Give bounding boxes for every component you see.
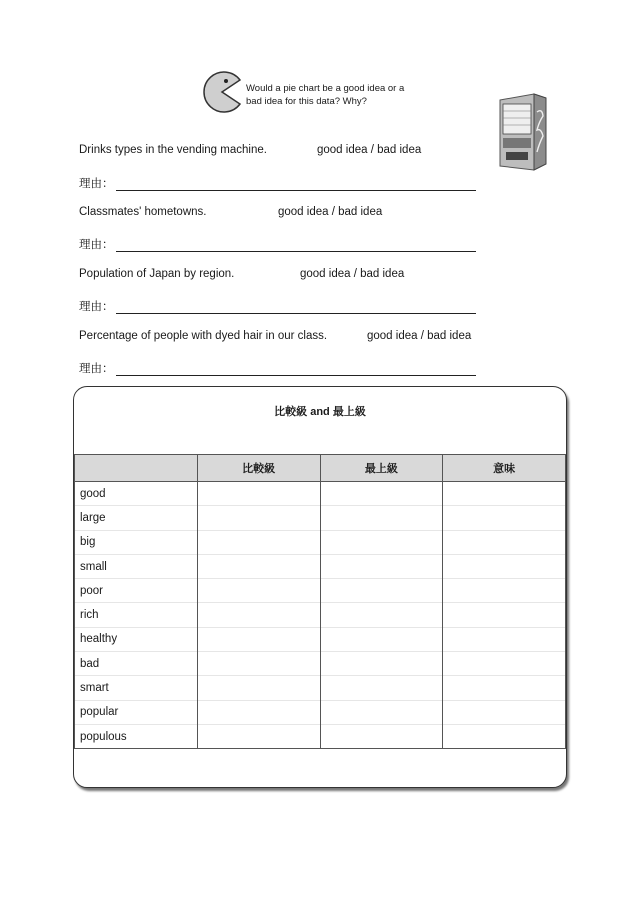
meaning-cell[interactable]: [443, 530, 566, 554]
superlative-cell[interactable]: [320, 603, 443, 627]
comparative-cell[interactable]: [197, 700, 320, 724]
question-4-options[interactable]: good idea / bad idea: [367, 330, 472, 342]
table-row: [75, 652, 566, 676]
question-1-text: Drinks types in the vending machine.: [79, 144, 267, 156]
superlative-cell[interactable]: [320, 724, 443, 748]
header-meaning: 意味: [443, 455, 566, 482]
table-row: [75, 676, 566, 700]
superlative-cell[interactable]: [320, 482, 443, 506]
reason-label: 理由：: [79, 301, 114, 313]
superlative-cell[interactable]: [320, 676, 443, 700]
comparative-cell[interactable]: [197, 506, 320, 530]
table-row: [75, 506, 566, 530]
reason-answer-line[interactable]: [116, 364, 476, 376]
question-1-reason: [79, 175, 476, 191]
superlative-cell[interactable]: [320, 554, 443, 578]
table-row: [75, 530, 566, 554]
word-cell: big: [75, 530, 198, 554]
pie-chart-prompt: [246, 82, 436, 108]
word-cell: small: [75, 554, 198, 578]
comparative-cell[interactable]: [197, 530, 320, 554]
superlative-cell[interactable]: [320, 506, 443, 530]
comparative-cell[interactable]: [197, 579, 320, 603]
pacman-icon: [200, 70, 244, 114]
comparative-cell[interactable]: [197, 603, 320, 627]
reason-label: 理由：: [79, 363, 114, 375]
meaning-cell[interactable]: [443, 506, 566, 530]
superlative-cell[interactable]: [320, 652, 443, 676]
question-4-reason: [79, 360, 476, 376]
meaning-cell[interactable]: [443, 603, 566, 627]
question-4-text: Percentage of people with dyed hair in our class.: [79, 330, 328, 342]
question-2-reason: [79, 236, 476, 252]
table-row: [75, 603, 566, 627]
question-2-text: Classmates' hometowns.: [79, 206, 207, 218]
prompt-line-1: Would a pie chart be a good idea or a: [246, 83, 405, 94]
word-cell: good: [75, 482, 198, 506]
comparative-cell[interactable]: [197, 724, 320, 748]
comparative-cell[interactable]: [197, 627, 320, 651]
word-cell: populous: [75, 724, 198, 748]
reason-answer-line[interactable]: [116, 302, 476, 314]
meaning-cell[interactable]: [443, 724, 566, 748]
vending-machine-image: [494, 92, 548, 172]
header-comparative: 比較級: [197, 455, 320, 482]
question-1-options[interactable]: good idea / bad idea: [317, 144, 422, 156]
table-row: [75, 579, 566, 603]
comparison-panel: [73, 386, 567, 788]
word-cell: poor: [75, 579, 198, 603]
meaning-cell[interactable]: [443, 700, 566, 724]
meaning-cell[interactable]: [443, 554, 566, 578]
meaning-cell[interactable]: [443, 627, 566, 651]
question-3-text: Population of Japan by region.: [79, 268, 235, 280]
table-row: [75, 627, 566, 651]
reason-answer-line[interactable]: [116, 240, 476, 252]
table-row: [75, 724, 566, 748]
word-cell: rich: [75, 603, 198, 627]
comparative-cell[interactable]: [197, 554, 320, 578]
word-cell: popular: [75, 700, 198, 724]
question-2-options[interactable]: good idea / bad idea: [278, 206, 383, 218]
header-superlative: 最上級: [320, 455, 443, 482]
header-blank: [75, 455, 198, 482]
meaning-cell[interactable]: [443, 676, 566, 700]
table-body: [75, 482, 566, 749]
word-cell: bad: [75, 652, 198, 676]
superlative-cell[interactable]: [320, 530, 443, 554]
reason-label: 理由：: [79, 239, 114, 251]
panel-title: 比較級 and 最上級: [274, 406, 366, 418]
comparison-table: [74, 454, 566, 749]
table-header-row: [75, 455, 566, 482]
word-cell: large: [75, 506, 198, 530]
question-3-options[interactable]: good idea / bad idea: [300, 268, 405, 280]
meaning-cell[interactable]: [443, 652, 566, 676]
superlative-cell[interactable]: [320, 627, 443, 651]
meaning-cell[interactable]: [443, 579, 566, 603]
question-3-reason: [79, 298, 476, 314]
superlative-cell[interactable]: [320, 579, 443, 603]
word-cell: smart: [75, 676, 198, 700]
comparative-cell[interactable]: [197, 482, 320, 506]
reason-label: 理由：: [79, 178, 114, 190]
table-row: [75, 554, 566, 578]
word-cell: healthy: [75, 627, 198, 651]
comparative-cell[interactable]: [197, 676, 320, 700]
prompt-line-2: bad idea for this data? Why?: [246, 96, 367, 107]
reason-answer-line[interactable]: [116, 179, 476, 191]
comparative-cell[interactable]: [197, 652, 320, 676]
meaning-cell[interactable]: [443, 482, 566, 506]
table-row: [75, 700, 566, 724]
superlative-cell[interactable]: [320, 700, 443, 724]
table-row: [75, 482, 566, 506]
